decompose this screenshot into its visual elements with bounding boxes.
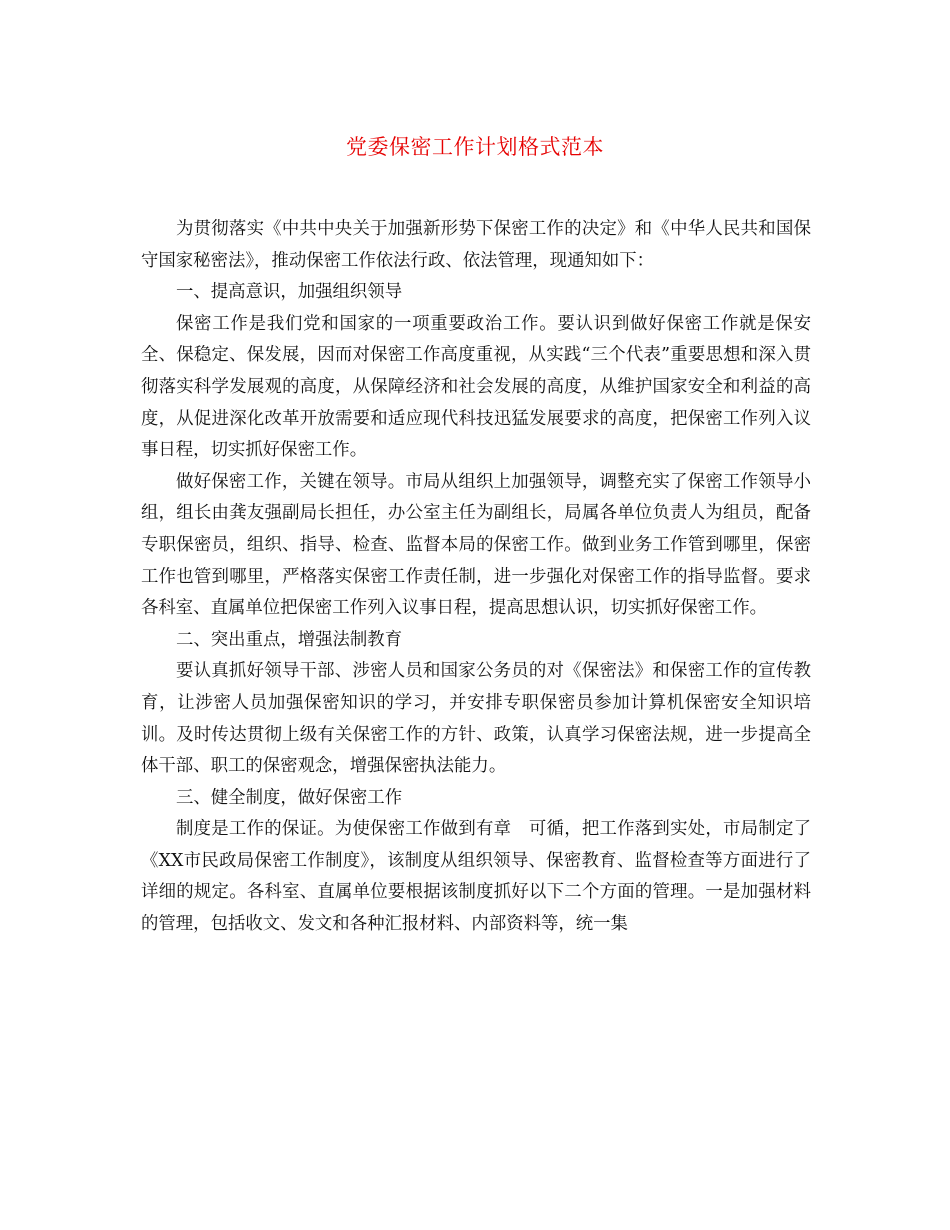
section-2-paragraph-1: 要认真抓好领导干部、涉密人员和国家公务员的对《保密法》和保密工作的宣传教育，让涉密人员加强保密知识的学习，并安排专职保密员参加计算机保密安全知识培训。及时传达贯彻上级有关保密工作的方针、政策，认真学习保密法规，进一步提高全体干部、职工的保密观念，增强保密执法能力。 [141, 661, 811, 777]
section-3-paragraph-1: 制度是工作的保证。为使保密工作做到有章 可循，把工作落到实处，市局制定了《XX市民政局保密工作制度》，该制度从组织领导、保密教育、监督检查等方面进行了详细的规定。各科室、直属单位要根据该制度抓好以下二个方面的管理。一是加强材料的管理，包括收文、发文和各种汇报材料、内部资料等，统一集 [141, 819, 811, 935]
section-3-heading: 三、健全制度，做好保密工作 [176, 787, 403, 808]
section-1-heading: 一、提高意识，加强组织领导 [176, 282, 403, 303]
section-2-heading: 二、突出重点，增强法制教育 [176, 629, 403, 650]
document-title: 党委保密工作计划格式范本 [346, 135, 604, 159]
intro-paragraph: 为贯彻落实《中共中央关于加强新形势下保密工作的决定》和《中华人民共和国保守国家秘密法》，推动保密工作依法行政、依法管理，现通知如下： [141, 219, 811, 271]
document-body [141, 214, 811, 941]
section-1-paragraph-2: 做好保密工作，关键在领导。市局从组织上加强领导，调整充实了保密工作领导小组，组长由龚友强副局长担任，办公室主任为副组长，局属各单位负责人为组员，配备专职保密员，组织、指导、检查、监督本局的保密工作。做到业务工作管到哪里，保密工作也管到哪里，严格落实保密工作责任制，进一步强化对保密工作的指导监督。要求各科室、直属单位把保密工作列入议事日程，提高思想认识，切实抓好保密工作。 [141, 471, 811, 619]
section-1-paragraph-1: 保密工作是我们党和国家的一项重要政治工作。要认识到做好保密工作就是保安全、保稳定、保发展，因而对保密工作高度重视，从实践“三个代表”重要思想和深入贯彻落实科学发展观的高度，从保障经济和社会发展的高度，从维护国家安全和利益的高度，从促进深化改革开放需要和适应现代科技迅猛发展要求的高度，把保密工作列入议事日程，切实抓好保密工作。 [141, 313, 811, 461]
